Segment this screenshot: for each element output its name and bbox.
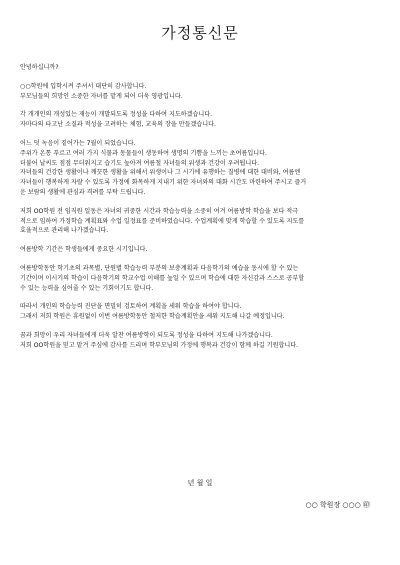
signature-line: ○○ 학원장 ○○○ ㊞ (305, 501, 370, 509)
paragraph-3-line-1: 어느 덧 녹음이 짙어가는 7월이 되었습니다. (20, 139, 136, 147)
date-line: 년 월 일 (187, 479, 213, 487)
notice-body (20, 63, 376, 351)
paragraph-3-line-6: 운 보람의 생활에 관심과 격려를 부탁 드립니다. (20, 188, 146, 196)
paragraph-1-line-2: 부모님들의 희망인 소중한 자녀를 맡게 되어 더욱 영광입니다. (20, 92, 183, 100)
page-title: 가정통신문 (161, 24, 239, 42)
paragraph-2-line-2: 자마다의 타고난 소질과 적성을 고려하는 체험, 교육의 장을 만들겠습니다. (20, 121, 216, 129)
paragraph-1-line-1: ○○학원에 입학시켜 주셔서 대단히 감사합니다. (20, 82, 147, 90)
paragraph-6-line-1: 여름방학동안 학기초의 과목별, 단원별 학습능력 부분의 보충계획과 다음학기의 예습을 동시에 할 수 있는 (20, 264, 299, 272)
paragraph-3-line-2: 주위가 온통 푸르고 여러 가지 식물과 동물들이 생동하여 생명의 기쁨을 느끼는 초여름입니다. (20, 149, 267, 157)
paragraph-6-line-2: 기간이며 이시기의 학습이 다음학기의 학교수업 이해를 높일 수 있으며 학습에 대한 자신감과 스스로 공부할 (20, 274, 305, 282)
paragraph-8-line-2: 저희 OO학원을 믿고 맡겨 주심에 감사를 드리며 학부모님의 가정에 행복과 건강이 함께 하길 기원합니다. (20, 341, 299, 349)
paragraph-3-line-5: 자녀들이 행복하게 자랄 수 있도록 가정에 화목하게 지내기 위한 자녀와의 대화 시간도 마련하여 주시고 즐거 (20, 179, 307, 187)
paragraph-4-line-3: 효율적으로 관리해 나가겠습니다. (20, 227, 109, 235)
paragraph-4-line-2: 적으로 임하여 가정학습 계획표와 수업 일정표를 준비하였습니다. 수업계획에 맞게 학습할 수 있도록 지도를 (20, 217, 305, 225)
paragraph-2-line-1: 각 개개인의 개성있는 재능이 개발되도록 정성을 다하여 지도하겠습니다. (20, 111, 213, 119)
paragraph-7-line-1: 따라서 개인의 학습능력 진단을 면밀히 검토하여 계획을 세워 학습을 하여야 합니다. (20, 303, 242, 311)
paragraph-4-line-1: 저희 OO학원 전 임직원 일동은 자녀의 귀중한 시간과 학습능력을 소중히 여겨 여름방학 학습을 보다 적극 (20, 207, 299, 215)
paragraph-8-line-1: 꿈과 희망이 우리 자녀들에게 더욱 알찬 여름방학이 되도록 정성을 다하여 지도해 나가겠습니다. (20, 331, 273, 339)
paragraph-3-line-4: 자녀들의 건강한 생활이나 깨끗한 생활을 위해서 위생이나 그 시기에 유행하는 질병에 대한 대비와, 여름엔 (20, 169, 301, 177)
paragraph-5-line-1: 여름방학 기간은 학생들에게 중요한 시기입니다. (20, 246, 148, 254)
paragraph-6-line-3: 수 있는 능력을 심어줄 수 있는 기회이기도 합니다. (20, 284, 154, 292)
paragraph-3-line-3: 더불어 날씨도 점점 무더워지고 습기도 높아져 여름철 자녀들의 위생과 건강이 우려됩니다. (20, 159, 260, 167)
greeting: 안녕하십니까? (20, 64, 59, 71)
paragraph-7-line-2: 그래서 저희 학원은 휴원없이 이번 여름방학동안 철저한 학습계획안을 세워 지도해 나갈 예정입니다. (20, 313, 285, 321)
